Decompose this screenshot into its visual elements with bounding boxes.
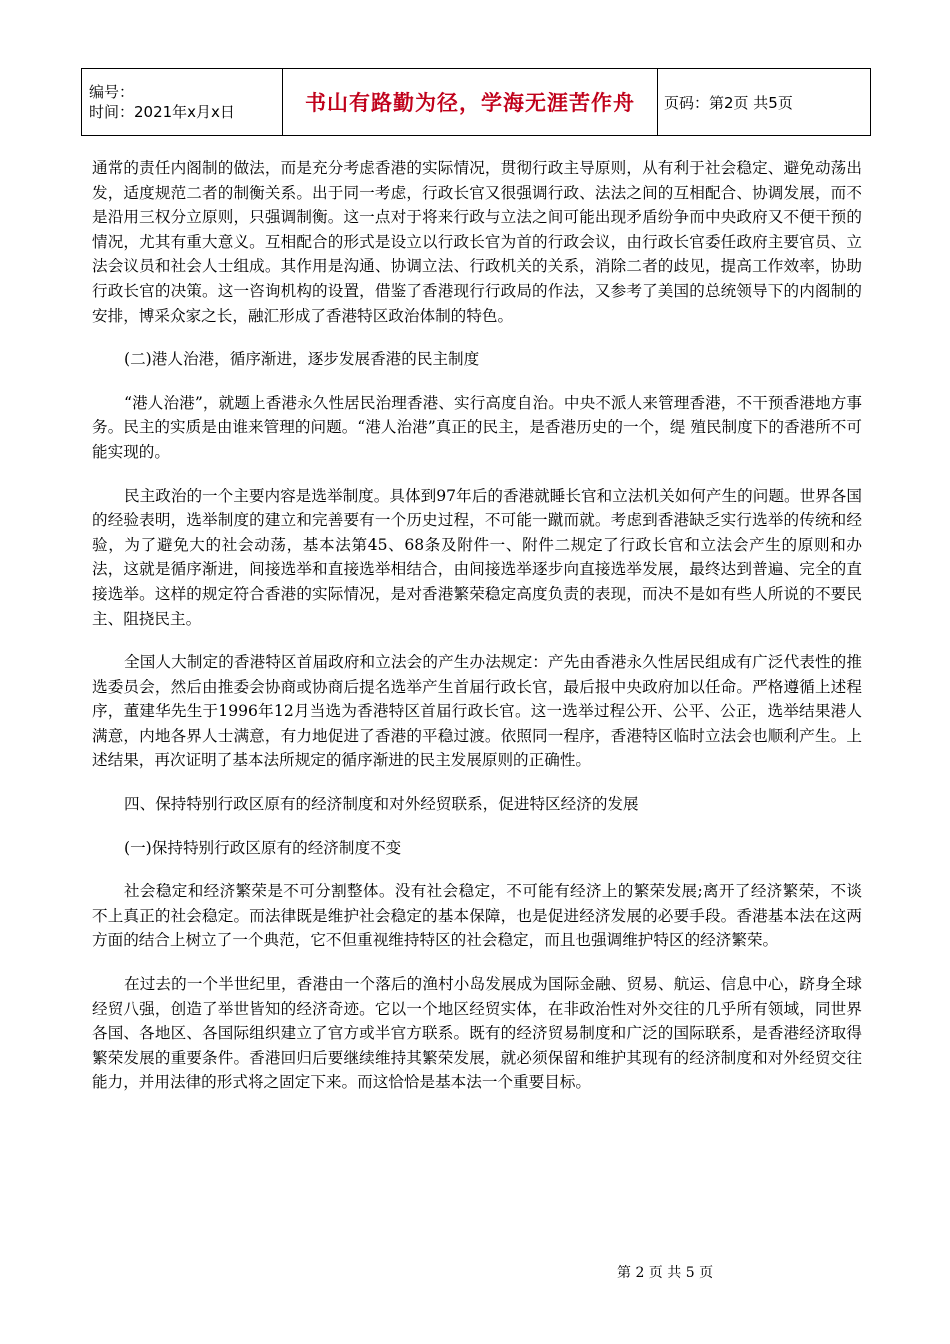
paragraph: 民主政治的一个主要内容是选举制度。具体到97年后的香港就睡长官和立法机关如何产生的问题。世界各国的经验表明，选举制度的建立和完善要有一个历史过程，不可能一蹴而就。考虑到香港缺乏实行选举的传统和经验，为了避免大的社会动荡，基本法第45、68条及附件一、附件二规定了行政长官和立法会产生的原则和办法，这就是循序渐进，间接选举和直接选举相结合，由间接选举逐步向直接选举发展，最终达到普遍、完全的直接选举。这样的规定符合香港的实际情况，是对香港繁荣稳定高度负责的表现，而决不是如有些人所说的不要民主、阻挠民主。: [92, 486, 862, 628]
page-header: [81, 68, 871, 136]
paragraph: 社会稳定和经济繁荣是不可分割整体。没有社会稳定，不可能有经济上的繁荣发展;离开了经济繁荣，不谈不上真正的社会稳定。而法律既是维护社会稳定的基本保障，也是促进经济发展的必要手段。香港基本法在这两方面的结合上树立了一个典范，它不但重视维持特区的社会稳定，而且也强调维护特区的经济繁荣。: [92, 882, 862, 950]
header-meta: [82, 69, 283, 135]
document-time-label: 时间：2021年x月x日: [89, 103, 235, 121]
footer-page-number: 第 2 页 共 5 页: [617, 1265, 714, 1281]
document-body: [92, 156, 862, 1114]
section-heading: 四、保持特别行政区原有的经济制度和对外经贸联系，促进特区经济的发展: [124, 795, 639, 814]
section-heading: (二)港人治港，循序渐进，逐步发展香港的民主制度: [124, 350, 480, 369]
paragraph: 全国人大制定的香港特区首届政府和立法会的产生办法规定：产先由香港永久性居民组成有广泛代表性的推选委员会，然后由推委会协商或协商后提名选举产生首届行政长官，最后报中央政府加以任命。严格遵循上述程序，董建华先生于1996年12月当选为香港特区首届行政长官。这一选举过程公开、公平、公正，选举结果港人满意，内地各界人士满意，有力地促进了香港的平稳过渡。依照同一程序，香港特区临时立法会也顺利产生。上述结果，再次证明了基本法所规定的循序渐进的民主发展原则的正确性。: [92, 653, 862, 770]
document-number-label: 编号：: [89, 83, 135, 101]
header-page-label: 页码：第2页 共5页: [664, 93, 793, 112]
paragraph: 通常的责任内阁制的做法，而是充分考虑香港的实际情况，贯彻行政主导原则，从有利于社会稳定、避免动荡出发，适度规范二者的制衡关系。出于同一考虑，行政长官又很强调行政、法法之间的互相配合、协调发展，而不是沿用三权分立原则，只强调制衡。这一点对于将来行政与立法之间可能出现矛盾纷争而中央政府又不便干预的情况，尤其有重大意义。互相配合的形式是设立以行政长官为首的行政会议，由行政长官委任政府主要官员、立法会议员和社会人士组成。其作用是沟通、协调立法、行政机关的关系，消除二者的歧见，提高工作效率，协助行政长官的决策。这一咨询机构的设置，借鉴了香港现行行政局的作法，又参考了美国的总统领导下的内阁制的安排，博采众家之长，融汇形成了香港特区政治体制的特色。: [92, 159, 862, 325]
header-motto: 书山有路勤为径，学海无涯苦作舟: [283, 69, 658, 135]
section-heading: (一)保持特别行政区原有的经济制度不变: [124, 838, 402, 857]
paragraph: “港人治港”，就题上香港永久性居民治理香港、实行高度自治。中央不派人来管理香港，不干预香港地方事务。民主的实质是由谁来管理的问题。“港人治港”真正的民主，是香港历史的一个，缇 殖民制度下的香港所不可能实现的。: [92, 393, 862, 461]
paragraph: 在过去的一个半世纪里，香港由一个落后的渔村小岛发展成为国际金融、贸易、航运、信息中心，跻身全球经贸八强，创造了举世皆知的经济奇迹。它以一个地区经贸实体，在非政治性对外交往的几乎所有领域，同世界各国、各地区、各国际组织建立了官方或半官方联系。既有的经济贸易制度和广泛的国际联系，是香港经济取得繁荣发展的重要条件。香港回归后要继续维持其繁荣发展，就必须保留和维护其现有的经济制度和对外经贸交往能力，并用法律的形式将之固定下来。而这恰恰是基本法一个重要目标。: [92, 975, 862, 1092]
